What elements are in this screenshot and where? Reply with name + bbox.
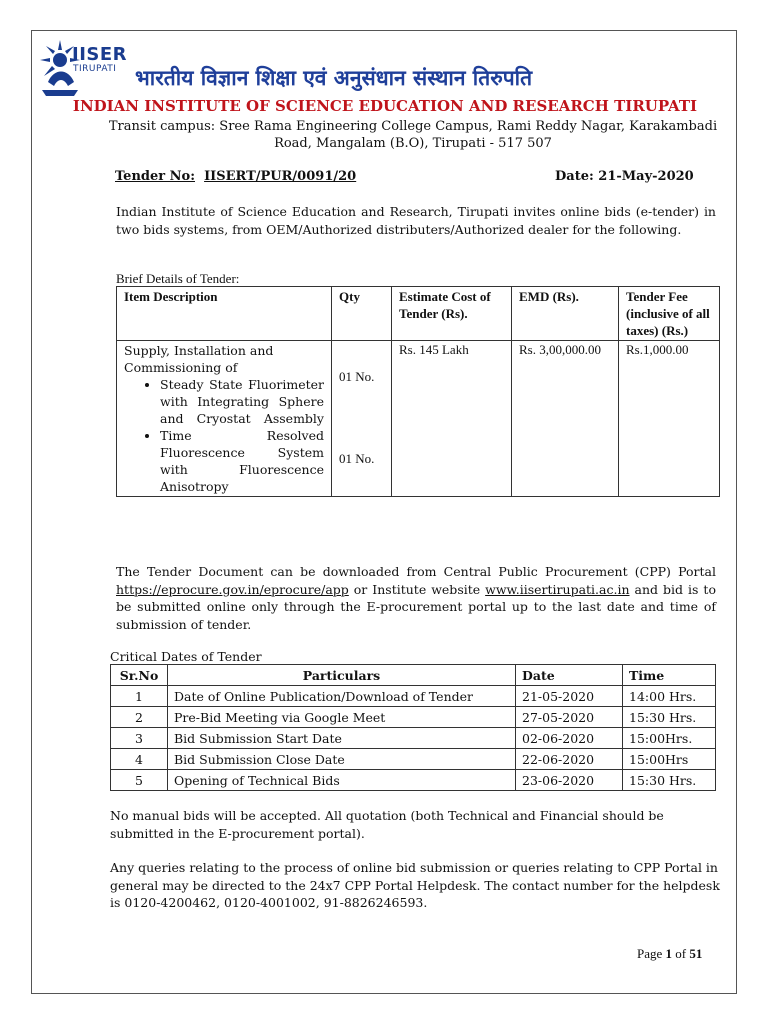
brief-details-title: Brief Details of Tender: bbox=[116, 271, 240, 286]
logo-subtext: TIRUPATI bbox=[73, 64, 117, 74]
table-row bbox=[111, 749, 716, 770]
item-intro: Supply, Installation and Commissioning of bbox=[124, 343, 274, 375]
cell-time: 15:00Hrs bbox=[623, 749, 716, 770]
header-srno: Sr.No bbox=[111, 665, 168, 686]
cell-particular: Pre-Bid Meeting via Google Meet bbox=[168, 707, 516, 728]
brief-details-table bbox=[116, 286, 720, 497]
address-line-2: Road, Mangalam (B.O), Tirupati - 517 507 bbox=[274, 136, 552, 151]
download-text-1: The Tender Document can be downloaded from Central Public Procurement (CPP) Portal bbox=[116, 564, 716, 579]
header-item-description: Item Description bbox=[117, 287, 332, 341]
cell-date: 02-06-2020 bbox=[516, 728, 623, 749]
cell-sr: 5 bbox=[111, 770, 168, 791]
qty-1: 01 No. bbox=[339, 369, 375, 384]
cell-particular: Bid Submission Close Date bbox=[168, 749, 516, 770]
cpp-portal-link[interactable]: https://eprocure.gov.in/eprocure/app bbox=[116, 581, 349, 597]
header-emd: EMD (Rs). bbox=[512, 287, 619, 341]
cell-sr: 1 bbox=[111, 686, 168, 707]
table-row bbox=[111, 707, 716, 728]
list-item: • Time Resolved Fluorescence System with Fluorescence Anisotropy bbox=[160, 427, 324, 495]
manual-bids-note: No manual bids will be accepted. All quotation (both Technical and Financial should be submitted in the E-procurement portal). bbox=[110, 808, 664, 841]
header-time: Time bbox=[623, 665, 716, 686]
institute-name: INDIAN INSTITUTE OF SCIENCE EDUCATION AND RESEARCH TIRUPATI bbox=[72, 97, 698, 115]
header-date: Date bbox=[516, 665, 623, 686]
intro-paragraph: Indian Institute of Science Education and Research, Tirupati invites online bids (e-tender) in two bids systems, from OEM/Authorized distributers/Authorized dealer for the following. bbox=[116, 204, 716, 237]
address-line-1: Transit campus: Sree Rama Engineering College Campus, Rami Reddy Nagar, Karakambadi bbox=[108, 119, 718, 134]
header-tender-fee: Tender Fee (inclusive of all taxes) (Rs.) bbox=[619, 287, 720, 341]
tender-number bbox=[115, 169, 356, 184]
tender-number-value: IISERT/PUR/0091/20 bbox=[204, 169, 357, 184]
cell-sr: 4 bbox=[111, 749, 168, 770]
estimate-cell: Rs. 145 Lakh bbox=[392, 341, 512, 497]
cell-sr: 2 bbox=[111, 707, 168, 728]
logo-text: IISER bbox=[72, 44, 128, 65]
header-estimate: Estimate Cost of Tender (Rs). bbox=[392, 287, 512, 341]
table-row bbox=[111, 770, 716, 791]
header-qty: Qty bbox=[332, 287, 392, 341]
cell-particular: Date of Online Publication/Download of Tender bbox=[168, 686, 516, 707]
download-paragraph bbox=[116, 563, 716, 633]
header-particulars: Particulars bbox=[168, 665, 516, 686]
page-number bbox=[637, 946, 702, 962]
queries-note: Any queries relating to the process of online bid submission or queries relating to CPP Portal in general may be directed to the 24x7 CPP Portal Helpdesk. The contact number for the helpdesk is 0120-4200462, 0120-4001002, 91-8826246593. bbox=[110, 860, 720, 910]
tender-number-label: Tender No: bbox=[115, 169, 195, 184]
cell-date: 27-05-2020 bbox=[516, 707, 623, 728]
cell-date: 22-06-2020 bbox=[516, 749, 623, 770]
address bbox=[108, 118, 718, 152]
cell-particular: Opening of Technical Bids bbox=[168, 770, 516, 791]
cell-time: 14:00 Hrs. bbox=[623, 686, 716, 707]
table-header-row bbox=[111, 665, 716, 686]
fee-cell: Rs.1,000.00 bbox=[619, 341, 720, 497]
list-item: • Steady State Fluorimeter with Integrating Sphere and Cryostat Assembly bbox=[160, 376, 324, 427]
cell-time: 15:30 Hrs. bbox=[623, 770, 716, 791]
cell-date: 23-06-2020 bbox=[516, 770, 623, 791]
table-row bbox=[117, 341, 720, 497]
qty-2: 01 No. bbox=[339, 451, 375, 466]
item-list bbox=[124, 376, 324, 495]
critical-dates-table bbox=[110, 664, 716, 791]
cell-particular: Bid Submission Start Date bbox=[168, 728, 516, 749]
page-total: 51 bbox=[689, 946, 703, 961]
qty-cell bbox=[332, 341, 392, 497]
download-text-2: or Institute website bbox=[348, 581, 486, 597]
critical-dates-title: Critical Dates of Tender bbox=[110, 649, 262, 664]
table-header-row bbox=[117, 287, 720, 341]
tender-date: Date: 21-May-2020 bbox=[555, 169, 694, 184]
emd-cell: Rs. 3,00,000.00 bbox=[512, 341, 619, 497]
institute-website-link[interactable]: www.iisertirupati.ac.in bbox=[485, 581, 630, 597]
page-current: 1 bbox=[665, 946, 673, 961]
table-row bbox=[111, 728, 716, 749]
download-text-3: and bid is to be submitted online only through the E-procurement portal up to the last date and time of submission of tender. bbox=[116, 581, 716, 632]
table-row bbox=[111, 686, 716, 707]
page-word: Page bbox=[637, 946, 663, 961]
cell-date: 21-05-2020 bbox=[516, 686, 623, 707]
cell-time: 15:30 Hrs. bbox=[623, 707, 716, 728]
item-description-cell bbox=[117, 341, 332, 497]
hindi-institute-name: भारतीय विज्ञान शिक्षा एवं अनुसंधान संस्थान तिरुपति bbox=[135, 66, 533, 90]
of-word: of bbox=[675, 946, 687, 961]
cell-time: 15:00Hrs. bbox=[623, 728, 716, 749]
cell-sr: 3 bbox=[111, 728, 168, 749]
